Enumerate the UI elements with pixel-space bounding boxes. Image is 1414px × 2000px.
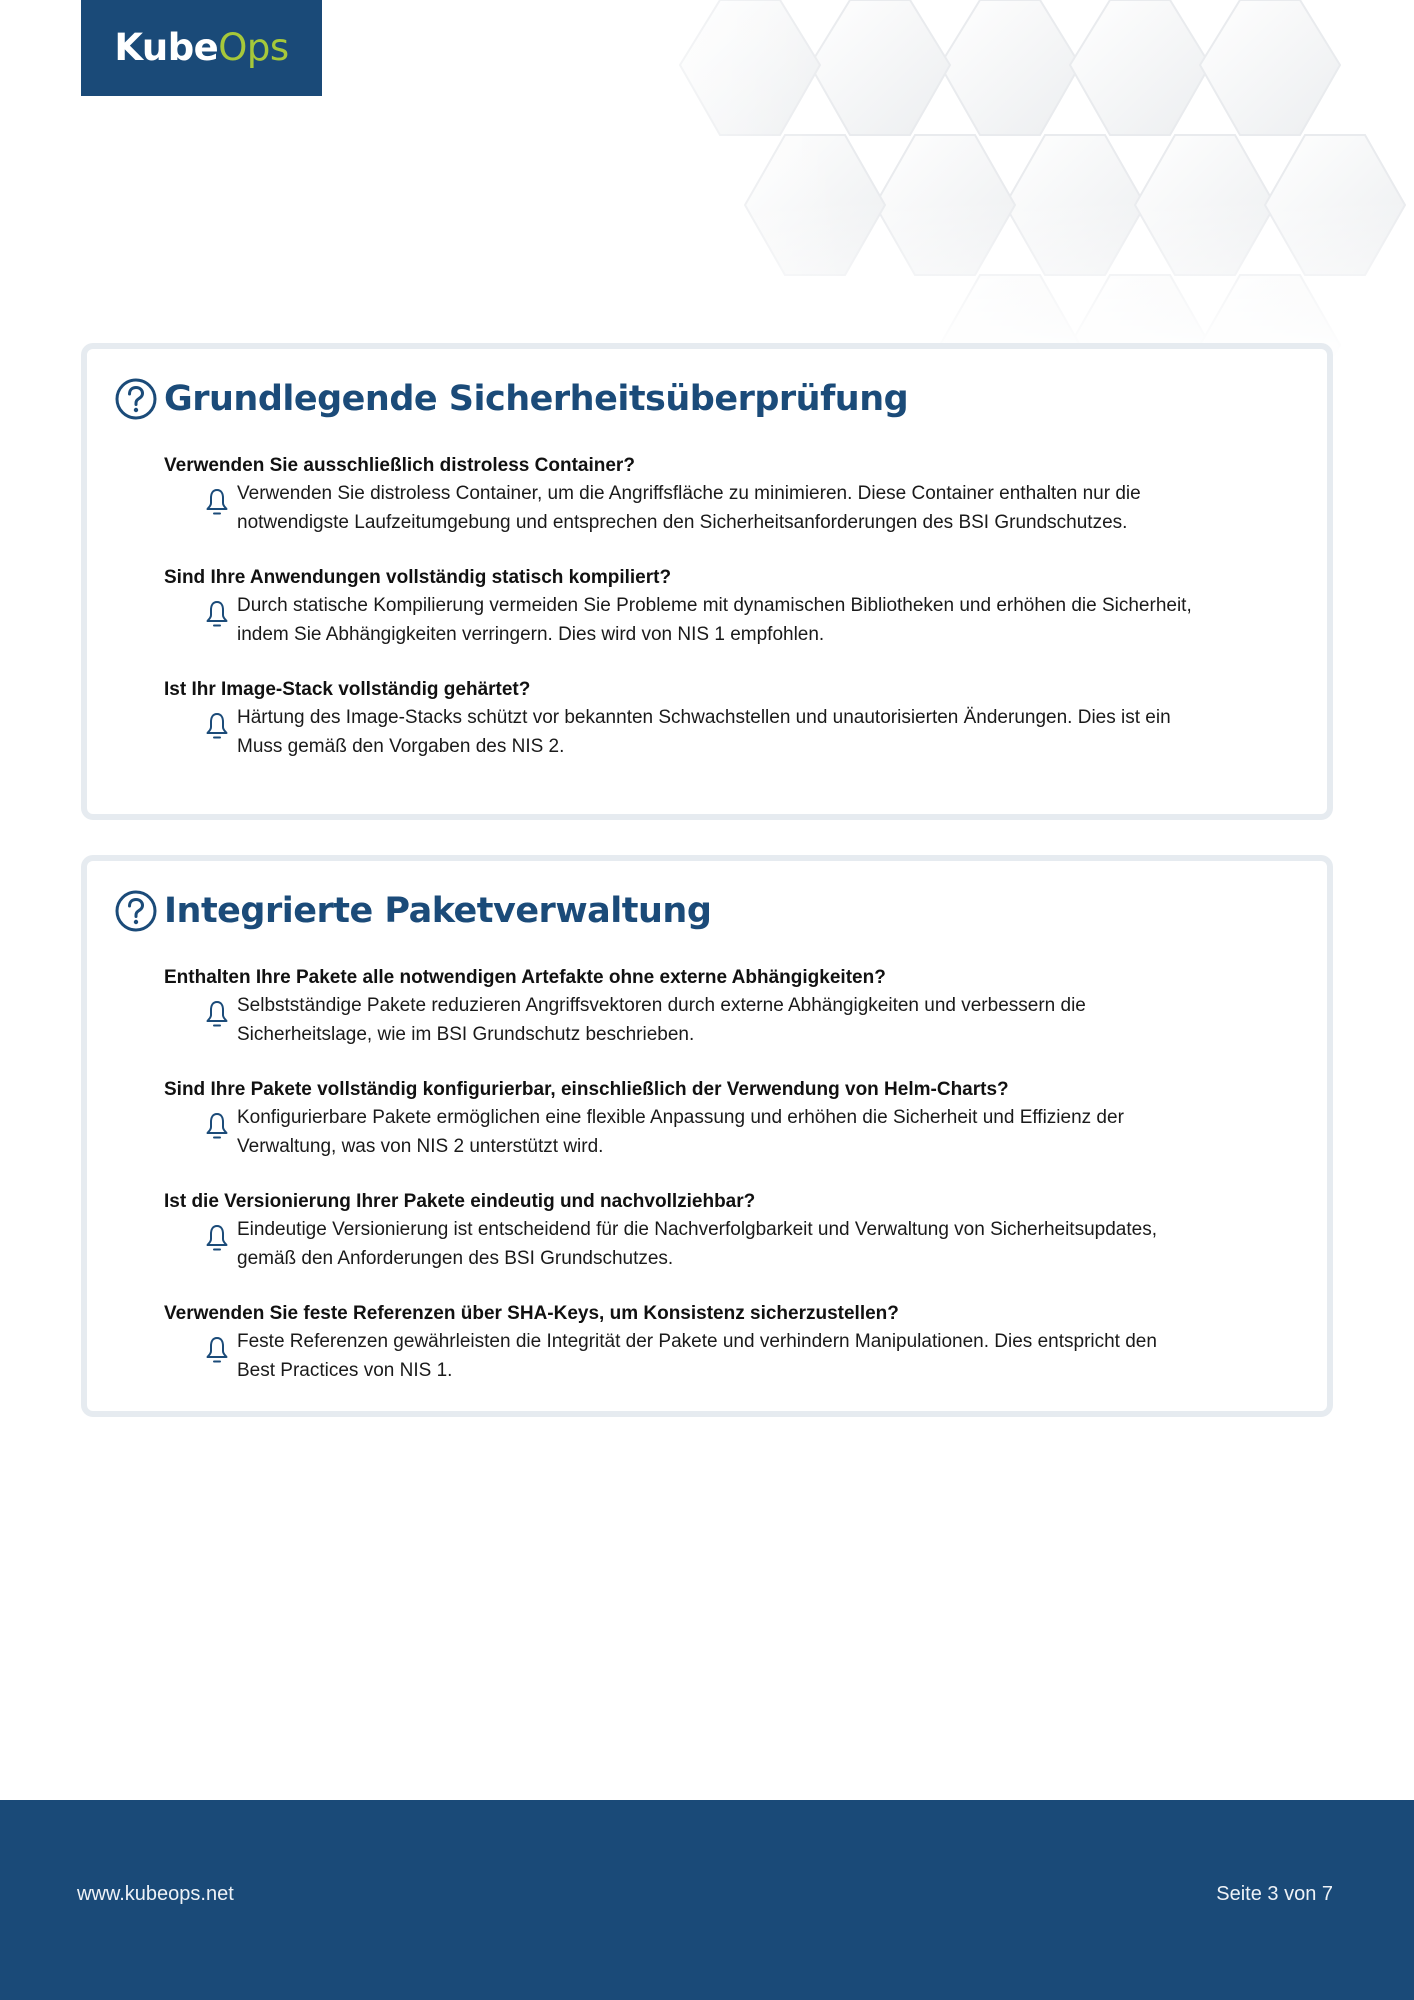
question-text: Enthalten Ihre Pakete alle notwendigen Artefakte ohne externe Abhängigkeiten?: [164, 967, 886, 988]
footer: [0, 1800, 1414, 2000]
answer-line: Eindeutige Versionierung ist entscheidend für die Nachverfolgbarkeit und Verwaltung von Sicherheitsupdates,: [237, 1219, 1157, 1240]
answer-line: Best Practices von NIS 1.: [237, 1360, 453, 1381]
question-circle-icon: [114, 377, 158, 421]
website-link[interactable]: www.kubeops.net: [77, 1883, 234, 1905]
answer-text: [164, 703, 1307, 761]
answer-text: [164, 479, 1307, 537]
answer-line: indem Sie Abhängigkeiten verringern. Dies wird von NIS 1 empfohlen.: [237, 624, 825, 645]
section-header: [114, 377, 908, 421]
checklist-item: [164, 565, 1307, 649]
bell-icon: [205, 488, 229, 516]
page-number: Seite 3 von 7: [1216, 1883, 1333, 1905]
checklist: [164, 453, 1307, 789]
checklist-item: [164, 1301, 1307, 1385]
bell-icon: [205, 600, 229, 628]
answer-line: Sicherheitslage, wie im BSI Grundschutz beschrieben.: [237, 1024, 695, 1045]
answer-line: notwendigste Laufzeitumgebung und entsprechen den Sicherheitsanforderungen des BSI Grundschutzes.: [237, 512, 1128, 533]
bell-icon: [205, 1224, 229, 1252]
answer-text: [164, 1103, 1307, 1161]
question-text: Ist Ihr Image-Stack vollständig gehärtet?: [164, 679, 531, 700]
answer-text: [164, 1327, 1307, 1385]
question-text: Ist die Versionierung Ihrer Pakete eindeutig und nachvollziehbar?: [164, 1191, 756, 1212]
question-text: Sind Ihre Pakete vollständig konfigurierbar, einschließlich der Verwendung von Helm-Charts?: [164, 1079, 1009, 1100]
answer-text: [164, 991, 1307, 1049]
section-card: [81, 343, 1333, 820]
question-text: Verwenden Sie feste Referenzen über SHA-Keys, um Konsistenz sicherzustellen?: [164, 1303, 899, 1324]
bell-icon: [205, 1000, 229, 1028]
logo-text: KubeOps: [114, 25, 289, 69]
checklist-item: [164, 677, 1307, 761]
answer-line: Muss gemäß den Vorgaben des NIS 2.: [237, 736, 565, 757]
section-title: Grundlegende Sicherheitsüberprüfung: [164, 379, 909, 419]
answer-text: [164, 591, 1307, 649]
answer-line: gemäß den Anforderungen des BSI Grundschutzes.: [237, 1248, 674, 1269]
checklist: [164, 965, 1307, 1413]
answer-line: Verwaltung, was von NIS 2 unterstützt wird.: [237, 1136, 604, 1157]
answer-line: Durch statische Kompilierung vermeiden Sie Probleme mit dynamischen Bibliotheken und erhöhen die Sicherheit,: [237, 595, 1192, 616]
bell-icon: [205, 712, 229, 740]
question-text: Sind Ihre Anwendungen vollständig statisch kompiliert?: [164, 567, 672, 588]
checklist-item: [164, 965, 1307, 1049]
logo: [81, 0, 322, 96]
bell-icon: [205, 1336, 229, 1364]
section-card: [81, 855, 1333, 1417]
answer-text: [164, 1215, 1307, 1273]
checklist-item: [164, 1189, 1307, 1273]
checklist-item: [164, 453, 1307, 537]
answer-line: Feste Referenzen gewährleisten die Integrität der Pakete und verhindern Manipulationen. Dies entspricht den: [237, 1331, 1157, 1352]
section-title: Integrierte Paketverwaltung: [164, 891, 712, 931]
answer-line: Verwenden Sie distroless Container, um die Angriffsfläche zu minimieren. Diese Container enthalten nur die: [237, 483, 1141, 504]
answer-line: Selbstständige Pakete reduzieren Angriffsvektoren durch externe Abhängigkeiten und verbessern die: [237, 995, 1086, 1016]
answer-line: Konfigurierbare Pakete ermöglichen eine flexible Anpassung und erhöhen die Sicherheit und Effizienz der: [237, 1107, 1124, 1128]
question-circle-icon: [114, 889, 158, 933]
checklist-item: [164, 1077, 1307, 1161]
section-header: [114, 889, 711, 933]
question-text: Verwenden Sie ausschließlich distroless Container?: [164, 455, 635, 476]
bell-icon: [205, 1112, 229, 1140]
answer-line: Härtung des Image-Stacks schützt vor bekannten Schwachstellen und unautorisierten Änderungen. Dies ist ein: [237, 707, 1171, 728]
